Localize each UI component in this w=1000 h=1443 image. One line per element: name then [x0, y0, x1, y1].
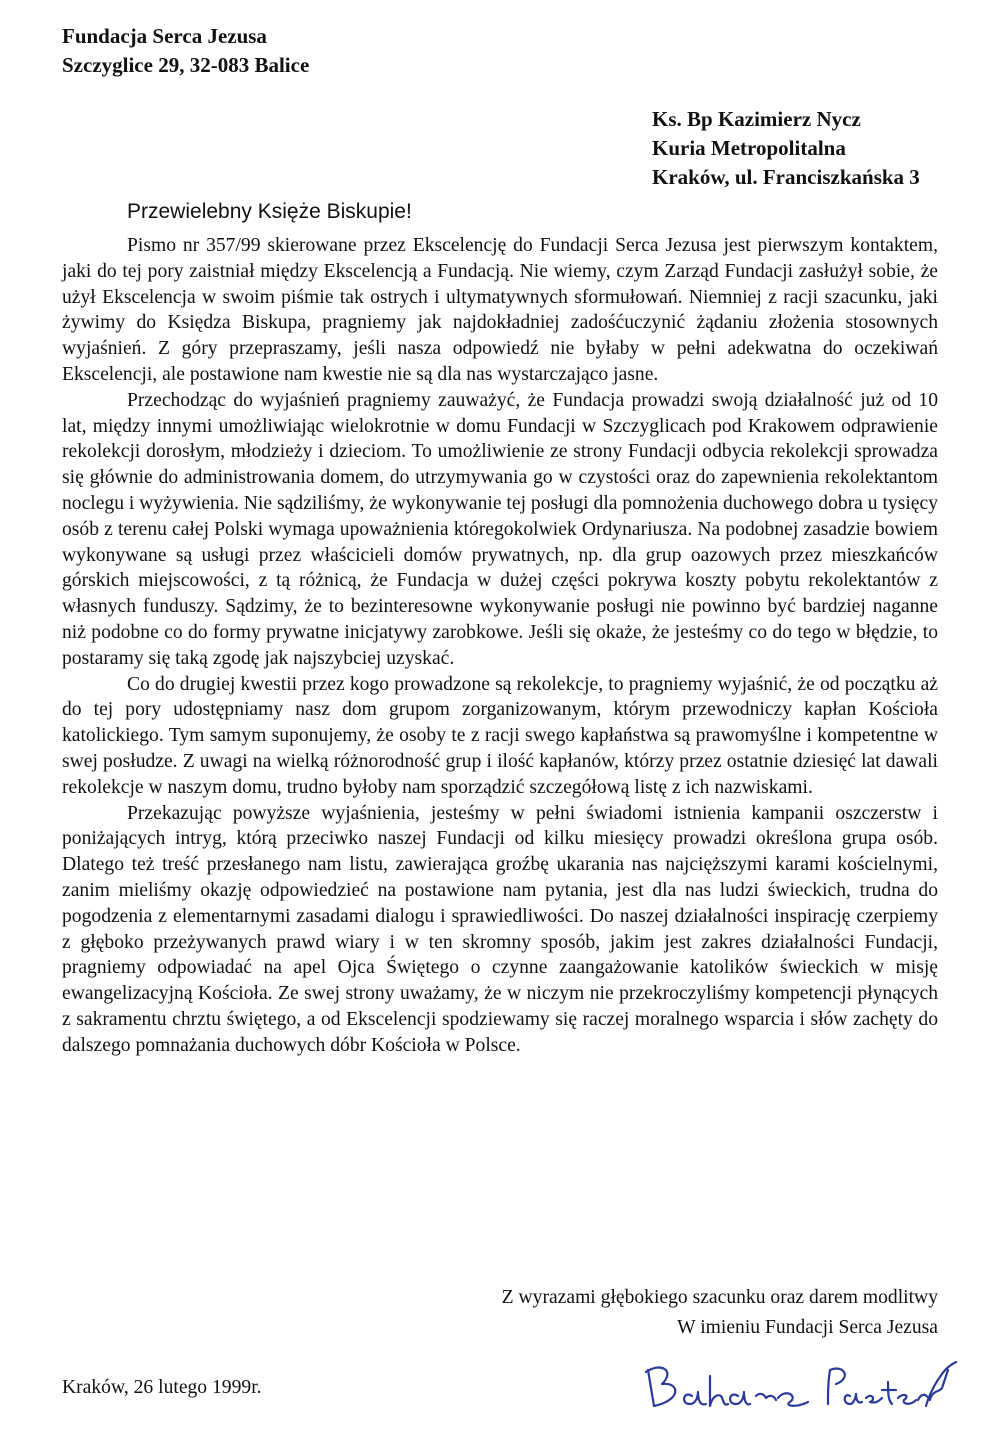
recipient-address [652, 105, 920, 192]
closing-line: Z wyrazami głębokiego szacunku oraz darem modlitwy [501, 1287, 938, 1308]
closing-signatory: W imieniu Fundacji Serca Jezusa [677, 1317, 938, 1338]
body-paragraph: Przekazując powyższe wyjaśnienia, jesteśmy w pełni świadomi istnienia kampanii oszczerstw i poniżających intryg, którą przeciwko naszej Fundacji od kilku miesięcy prowadzi określona grupa osób. Dlatego też treść przesłanego nam listu, zawierająca groźbę ukarania nas najcięższymi karami kościelnymi, zanim mieliśmy okazję odpowiedzieć na postawione nam pytania, jest dla nas ludzi świeckich, trudna do pogodzenia z elementarnymi zasadami dialogu i sprawiedliwości. Do naszej działalności inspirację czerpiemy z głęboko przeżywanych prawd wiary i w ten skromny sposób, jakim jest zakres działalności Fundacji, pragniemy odpowiadać na apel Ojca Świętego o czynne zaangażowanie katolików świeckich w misję ewangelizacyjną Kościoła. Ze swej strony uważamy, że w niczym nie przekroczyliśmy kompetencji płynących z sakramentu chrztu świętego, a od Ekscelencji spodziewamy się raczej moralnego wsparcia i słów zachęty do dalszego pomnażania duchowych dóbr Kościoła w Polsce. [62, 802, 938, 1056]
recipient-institution: Kuria Metropolitalna [652, 136, 846, 160]
letter-body [62, 233, 938, 1059]
recipient-name: Ks. Bp Kazimierz Nycz [652, 107, 861, 131]
body-paragraph: Co do drugiej kwestii przez kogo prowadzone są rekolekcje, to pragniemy wyjaśnić, że od początku aż do tej pory udostępniamy nasz dom grupom zorganizowanym, którym przewodniczy kapłan Kościoła katolickiego. Tym samym suponujemy, że osoby te z racji swego kapłaństwa są prawomyślne i kompetentne w swej posłudze. Z uwagi na wielką różnorodność grup i ilość kapłanów, którzy przez ostatnie dziesięć lat dawali rekolekcje w naszym domu, trudno byłoby nam sporządzić szczegółową listę z ich nazwiskami. [62, 673, 938, 798]
recipient-street: Kraków, ul. Franciszkańska 3 [652, 165, 920, 189]
sender-street: Szczyglice 29, 32-083 Balice [62, 53, 310, 77]
closing [502, 1283, 938, 1343]
salutation: Przewielebny Księże Biskupie! [127, 200, 412, 223]
sender-name: Fundacja Serca Jezusa [62, 24, 267, 48]
sender-address [62, 22, 309, 80]
body-paragraph: Pismo nr 357/99 skierowane przez Ekscelencję do Fundacji Serca Jezusa jest pierwszym kontaktem, jaki do tej pory zaistniał między Ekscelencją a Fundacją. Nie wiemy, czym Zarząd Fundacji zasłużył sobie, że użył Ekscelencja w swoim piśmie tak ostrych i ultymatywnych sformułowań. Niemniej z racji szacunku, jaki żywimy do Księdza Biskupa, pragniemy jak najdokładniej zadośćuczynić żądaniu złożenia stosownych wyjaśnień. Z góry przepraszamy, jeśli nasza odpowiedź nie byłaby w pełni adekwatna do oczekiwań Ekscelencji, ale postawione nam kwestie nie są dla nas wystarczająco jasne. [62, 235, 938, 385]
handwritten-signature [640, 1352, 960, 1422]
letter-date: Kraków, 26 lutego 1999r. [62, 1377, 262, 1398]
body-paragraph: Przechodząc do wyjaśnień pragniemy zauważyć, że Fundacja prowadzi swoją działalność już od 10 lat, między innymi umożliwiając wielokrotnie w domu Fundacji w Szczyglicach pod Krakowem odprawienie rekolekcji dorosłym, młodzieży i dzieciom. To umożliwienie ze strony Fundacji odbycia rekolekcji sprowadza się głównie do administrowania domem, do utrzymywania go w czystości oraz do zapewnienia rekolektantom noclegu i wyżywienia. Nie sądziliśmy, że wykonywanie tej posługi dla pomnożenia duchowego dobra u tysięcy osób z terenu całej Polski wymaga upoważnienia któregokolwiek Ordynariusza. Na podobnej zasadzie bowiem wykonywane są usługi przez właścicieli domów prywatnych, np. dla grup oazowych przez mieszkańców górskich miejscowości, z tą różnicą, że Fundacja w dużej części pokrywa koszty pobytu rekolektantów z własnych funduszy. Sądzimy, że to bezinteresowne wykonywanie posługi nie powinno być bardziej naganne niż podobne co do formy prywatne inicjatywy zarobkowe. Jeśli się okaże, że jesteśmy co do tego w błędzie, to postaramy się taką zgodę jak najszybciej uzyskać. [62, 389, 938, 669]
